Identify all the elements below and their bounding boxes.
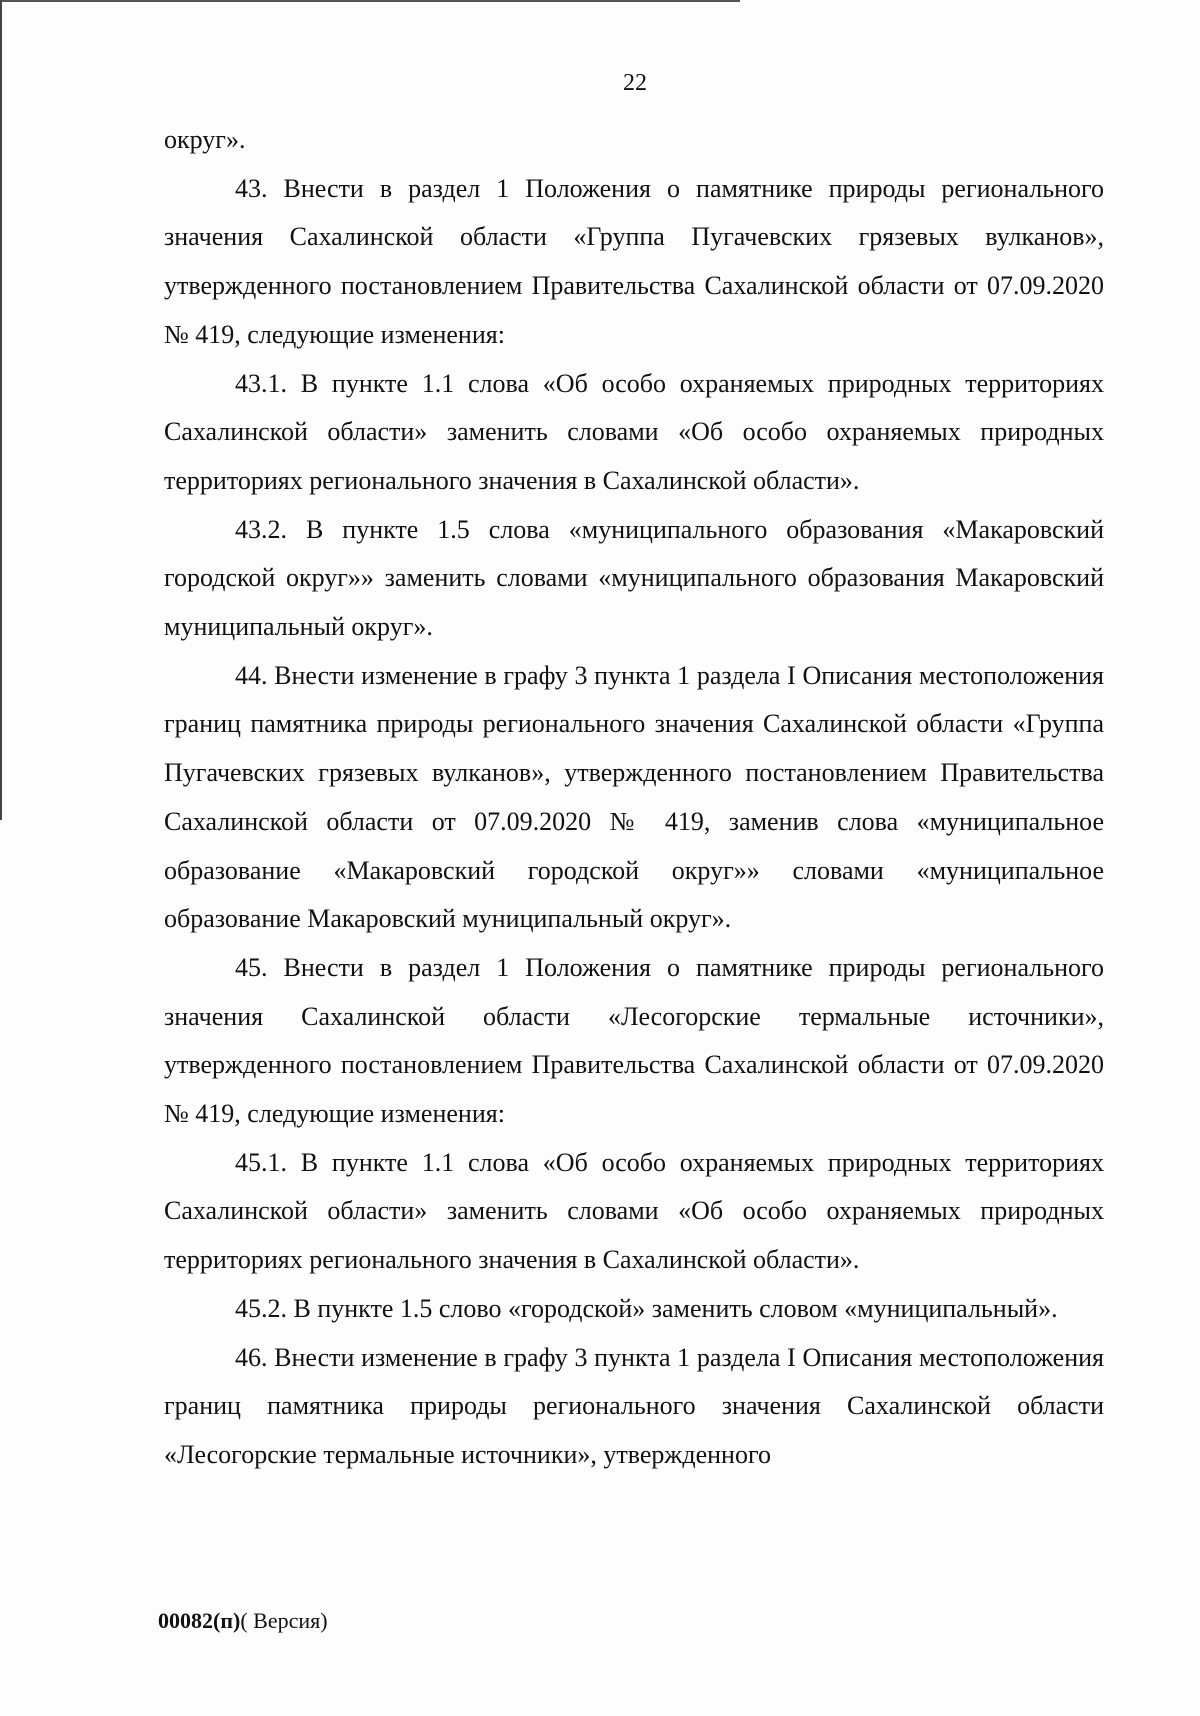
paragraph-45: 45. Внести в раздел 1 Положения о памятнике природы регионального значения Сахалинской области «Лесогорские термальные источники», утвержденного постановлением Правительства Сахалинской области от 07.09.2020 № 419, следующие изменения: — [164, 952, 1104, 1129]
document-code: 00082(п) — [158, 1608, 241, 1633]
paragraph-46: 46. Внести изменение в графу 3 пункта 1 раздела I Описания местоположения границ памятника природы регионального значения Сахалинской области «Лесогорские термальные источники», утвержденного — [164, 1342, 1104, 1469]
document-body — [164, 116, 1104, 1480]
paragraph-45-1: 45.1. В пункте 1.1 слова «Об особо охраняемых природных территориях Сахалинской области» заменить словами «Об особо охраняемых природных территориях регионального значения в Сахалинской области». — [164, 1147, 1104, 1275]
page-number: 22 — [623, 70, 647, 96]
scan-edge-top — [0, 0, 740, 2]
document-footer — [158, 1608, 328, 1634]
paragraph-43-1: 43.1. В пункте 1.1 слова «Об особо охраняемых природных территориях Сахалинской области» заменить словами «Об особо охраняемых природных территориях регионального значения в Сахалинской области». — [164, 368, 1104, 495]
paragraph-43: 43. Внести в раздел 1 Положения о памятнике природы регионального значения Сахалинской области «Группа Пугачевских грязевых вулканов», утвержденного постановлением Правительства Сахалинской области от 07.09.2020 № 419, следующие изменения: — [164, 173, 1104, 349]
paragraph-43-2: 43.2. В пункте 1.5 слова «муниципального образования «Макаровский городской округ»» заменить словами «муниципального образования Макаровский муниципальный округ». — [164, 514, 1104, 642]
paragraph-45-2: 45.2. В пункте 1.5 слово «городской» заменить словом «муниципальный». — [235, 1293, 1058, 1323]
document-version: ( Версия) — [240, 1608, 328, 1633]
paragraph-44: 44. Внести изменение в графу 3 пункта 1 раздела I Описания местоположения границ памятника природы регионального значения Сахалинской области «Группа Пугачевских грязевых вулканов», утвержденного постановлением Правительства Сахалинской области от 07.09.2020 № 419, заменив слова «муниципальное образование «Макаровский городской округ»» словами «муниципальное образование Макаровский муниципальный округ». — [164, 660, 1104, 934]
scan-edge-left — [0, 0, 2, 820]
paragraph-continuation: округ». — [164, 125, 246, 154]
